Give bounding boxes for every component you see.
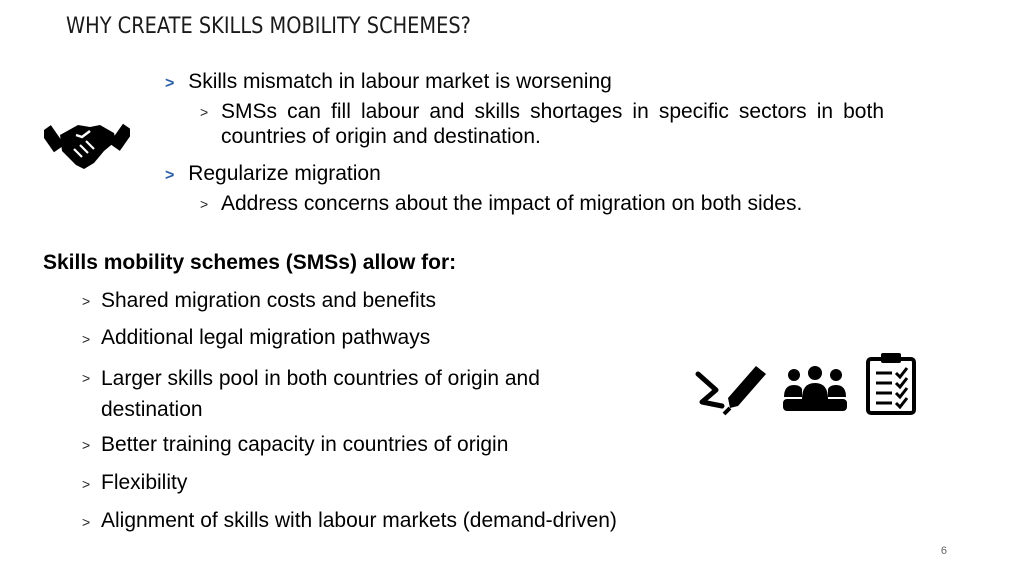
bullet-marker: > bbox=[165, 167, 175, 184]
list-item: Larger skills pool in both countries of origin and destination bbox=[101, 367, 540, 421]
bullet-marker: > bbox=[165, 75, 175, 92]
handshake-icon bbox=[44, 117, 130, 173]
top-point-2 bbox=[165, 161, 381, 188]
sub-bullet-marker: > bbox=[200, 196, 209, 212]
top-point-text: Regularize migration bbox=[188, 162, 381, 185]
list-item: Flexibility bbox=[101, 471, 188, 494]
sub-point-1: SMSs can fill labour and skills shortages in specific sectors in both countries of origin and destination. bbox=[221, 100, 884, 148]
top-point-1 bbox=[165, 69, 612, 96]
sub-point-2: Address concerns about the impact of migration on both sides. bbox=[221, 192, 803, 215]
page-number: 6 bbox=[940, 545, 947, 557]
list-bullet: > bbox=[82, 370, 91, 386]
list-item: Alignment of skills with labour markets (demand-driven) bbox=[101, 509, 617, 532]
list-bullet: > bbox=[82, 476, 91, 492]
list-bullet: > bbox=[82, 514, 91, 530]
group-icon bbox=[782, 365, 848, 413]
signature-icon bbox=[694, 360, 770, 416]
list-item: Shared migration costs and benefits bbox=[101, 289, 437, 312]
list-item: Better training capacity in countries of origin bbox=[101, 433, 509, 456]
slide-title: WHY CREATE SKILLS MOBILITY SCHEMES? bbox=[66, 14, 471, 39]
list-bullet: > bbox=[82, 437, 91, 453]
allow-heading: Skills mobility schemes (SMSs) allow for: bbox=[43, 251, 457, 274]
sub-bullet-marker: > bbox=[200, 104, 209, 120]
list-bullet: > bbox=[82, 293, 91, 309]
list-item: Additional legal migration pathways bbox=[101, 326, 431, 349]
clipboard-checklist-icon bbox=[865, 351, 917, 415]
list-bullet: > bbox=[82, 331, 91, 347]
top-point-text: Skills mismatch in labour market is worsening bbox=[188, 70, 612, 93]
